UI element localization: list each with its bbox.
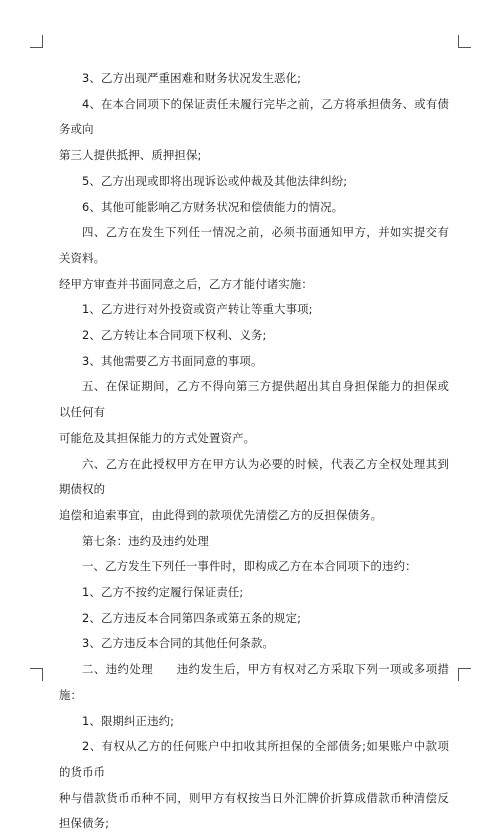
paragraph: 3、乙方违反本合同的其他任何条款。 <box>82 636 275 651</box>
document-body <box>59 66 449 837</box>
paragraph: 经甲方审查并书面同意之后，乙方才能付诸实施： <box>59 276 313 291</box>
crop-mark-bottom-right <box>458 668 471 681</box>
paragraph: 1、乙方进行对外投资或资产转让等重大事项; <box>82 302 313 317</box>
paragraph: 2、乙方违反本合同第四条或第五条的规定; <box>82 610 302 625</box>
paragraph: 种与借款货币币种不同，则甲方有权按当日外汇牌价折算成借款币种清偿反担保债务; <box>59 790 449 831</box>
paragraph: 二、违约处理 违约发生后，甲方有权对乙方采取下列一项或多项措施： <box>59 662 449 702</box>
paragraph: 6、其他可能影响乙方财务状况和偿债能力的情况。 <box>82 199 344 214</box>
paragraph: 第三人提供抵押、质押担保; <box>59 148 202 163</box>
crop-mark-top-left <box>30 35 43 48</box>
paragraph: 1、乙方不按约定履行保证责任; <box>82 585 244 600</box>
paragraph: 3、其他需要乙方书面同意的事项。 <box>82 353 263 368</box>
paragraph: 六、乙方在此授权甲方在甲方认为必要的时候，代表乙方全权处理其到期债权的 <box>59 456 449 497</box>
paragraph: 4、在本合同项下的保证责任未履行完毕之前，乙方将承担债务、或有债务或向 <box>59 96 449 137</box>
paragraph: 2、乙方转让本合同项下权利、义务; <box>82 328 267 343</box>
paragraph: 四、乙方在发生下列任一情况之前，必须书面通知甲方，并如实提交有关资料。 <box>59 225 449 265</box>
paragraph: 一、乙方发生下列任一事件时，即构成乙方在本合同项下的违约： <box>82 559 417 574</box>
paragraph: 2、有权从乙方的任何账户中扣收其所担保的全部债务;如果账户中款项的货币币 <box>59 739 449 779</box>
paragraph: 3、乙方出现严重困难和财务状况发生恶化; <box>82 71 302 85</box>
paragraph: 追偿和追索事宜，由此得到的款项优先清偿乙方的反担保债务。 <box>59 507 383 522</box>
paragraph: 1、限期纠正违约; <box>82 713 175 728</box>
paragraph: 5、乙方出现或即将出现诉讼或仲裁及其他法律纠纷; <box>82 173 348 188</box>
crop-mark-bottom-left <box>30 668 43 681</box>
paragraph: 可能危及其担保能力的方式处置资产。 <box>59 430 256 445</box>
paragraph: 第七条：违约及违约处理 <box>82 533 209 548</box>
paragraph: 五、在保证期间，乙方不得向第三方提供超出其自身担保能力的担保或以任何有 <box>59 379 449 420</box>
crop-mark-top-right <box>458 35 471 48</box>
